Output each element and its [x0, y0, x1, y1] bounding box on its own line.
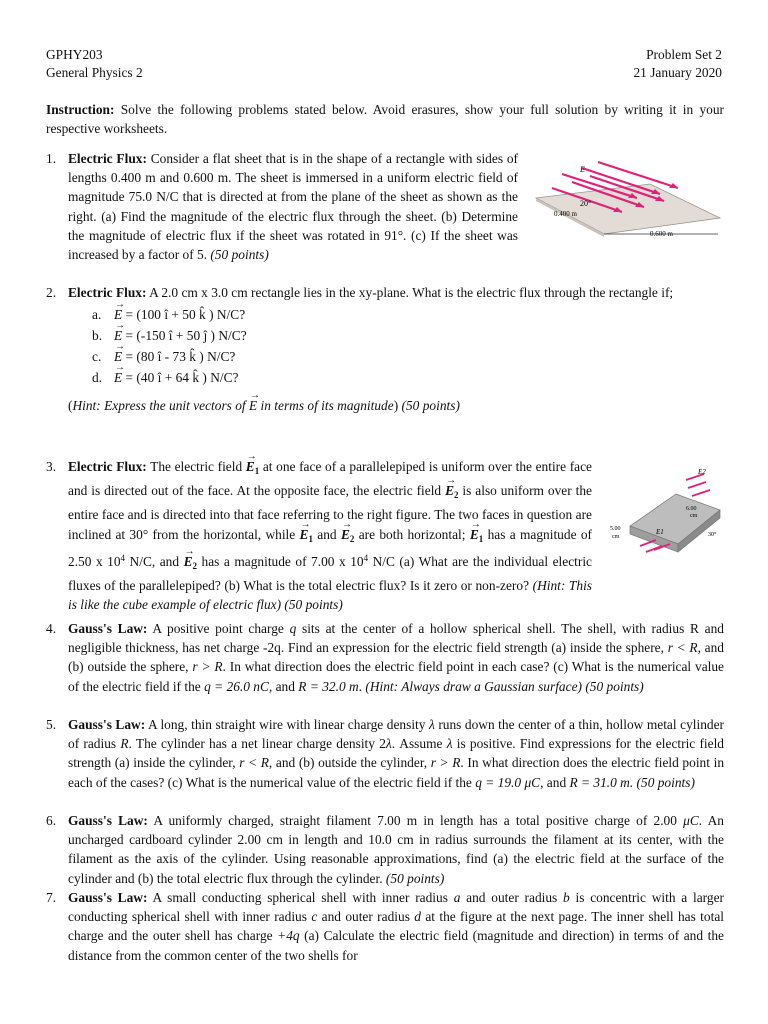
exponent: 4	[120, 552, 126, 563]
e-label: E	[580, 165, 585, 174]
problem-number: 6.	[46, 813, 57, 828]
problem-text: . The cylinder has a net linear charge density 2	[128, 736, 386, 752]
e2-label: E2	[698, 468, 706, 476]
e2-vector: → E	[445, 481, 454, 500]
math-symbol: λ	[428, 717, 435, 732]
math-condition: r > R	[430, 755, 461, 771]
angle-label: 30°	[708, 532, 717, 538]
math-symbol: c	[311, 909, 318, 925]
problem-title: Electric Flux:	[68, 285, 147, 300]
subscript: 2	[349, 533, 355, 544]
hint-line	[68, 396, 724, 415]
problem-title: Gauss's Law:	[68, 717, 146, 732]
item-letter: d.	[92, 370, 103, 386]
problem-text: , and (b) outside the cylinder,	[268, 755, 431, 771]
side2-label: 5.00	[610, 526, 621, 532]
problem-5	[46, 715, 725, 792]
hint-text: in terms of its magnitude	[257, 398, 394, 414]
problem-text: and	[543, 774, 570, 790]
problem-text: N/C, and	[125, 553, 184, 569]
list-item	[92, 304, 724, 325]
e-vector: → E	[114, 346, 122, 367]
math-symbol: λ	[385, 736, 392, 752]
problem-number: 2.	[46, 285, 57, 300]
problem-text: . Assume	[391, 736, 447, 752]
problem-text: at one face of a parallelepiped is uniform over the entire face and is directed out of the face. At the opposite face, the electric field	[68, 459, 592, 499]
problem-text: . In what direction does the electric field point in each case? (c) What is the numerical value of the electric field if the	[68, 659, 724, 694]
math-condition: r < R	[667, 640, 698, 656]
math-symbol: b	[563, 890, 570, 905]
side-b-label: 0.600 m	[650, 230, 673, 238]
hint-paren: (	[68, 398, 73, 414]
problem-3	[46, 457, 593, 614]
math-condition: r < R	[239, 755, 269, 771]
problem-7	[46, 888, 724, 965]
problem-text: and outer radius	[460, 890, 564, 905]
problem-2	[46, 283, 724, 415]
e-vector: → E	[114, 367, 122, 388]
math-value: R = 31.0 m. (50 points)	[569, 774, 695, 790]
e-vector: → E	[249, 396, 257, 415]
item-letter: a.	[92, 307, 102, 323]
item-expression: = (-150 î + 50 ĵ ) N/C?	[122, 328, 247, 344]
instruction-label: Instruction:	[46, 102, 115, 117]
item-expression: = (80 î - 73 k̂ ) N/C?	[122, 349, 236, 365]
item-letter: b.	[92, 328, 103, 344]
math-symbol: a	[453, 890, 461, 905]
math-symbol: d	[414, 909, 421, 925]
problem-text: at the figure at the next page. The inner shell has total charge and the outer shell has charge	[68, 909, 724, 944]
list-item	[92, 325, 724, 346]
problem-number: 3.	[46, 459, 57, 474]
problem-text: and	[272, 678, 299, 694]
instruction-text: Solve the following problems stated below. Avoid erasures, show your full solution by writing it in your respective worksheets.	[46, 102, 724, 136]
e1-label: E1	[656, 528, 664, 536]
field-line	[598, 162, 678, 188]
problem-text: Consider a flat sheet that is in the shape of a rectangle with sides of lengths 0.400 m and 0.600 m. The sheet is immersed in a uniform electric field of magnitude 75.0 N/C that is directed at from the plane of the sheet as shown as the right. (a) Find the magnitude of the electric flux through the sheet. (b) Determine the magnitude of electric flux if the sheet was rotated in 91°. (c) If the sheet was increased by a factor of 5.	[68, 151, 518, 263]
side2-unit: cm	[612, 534, 620, 540]
problem-6	[46, 811, 724, 888]
problem-text: .	[358, 678, 366, 694]
math-value: q = 26.0 nC,	[204, 678, 273, 694]
math-value: q = 19.0 μC,	[475, 774, 544, 790]
problem-number: 5.	[46, 717, 57, 732]
e2-arrow	[692, 490, 710, 496]
sub-question-list	[92, 304, 724, 388]
course-code: GPHY203	[46, 47, 103, 62]
subscript: 2	[454, 490, 459, 501]
problem-4	[46, 619, 725, 696]
side-a-label: 0.400 m	[554, 210, 577, 218]
problem-text: sits at the center of a hollow spherical shell. The shell, with radius R and negligible thickness, has net charge -2q. Find an expression for the electric field strength (a) inside the sphere,	[68, 621, 724, 656]
problem-text: runs down the center of a thin, hollow metal cylinder of radius	[68, 717, 724, 752]
problem-title: Electric Flux:	[68, 151, 147, 166]
problem-text: A 2.0 cm x 3.0 cm rectangle lies in the xy-plane. What is the electric flux through the rectangle if;	[146, 285, 674, 300]
math-condition: r > R	[192, 659, 223, 675]
problem-text: A positive point charge	[147, 621, 290, 636]
problem-number: 4.	[46, 621, 57, 636]
problem-number: 7.	[46, 890, 57, 905]
problem-number: 1.	[46, 151, 57, 166]
subscript: 1	[308, 533, 313, 544]
problem-hint: (Hint: This is like the cube example of electric flux) (50 points)	[68, 578, 592, 613]
problem-text: A uniformly charged, straight filament 7.00 m in length has a total positive charge of 2.00	[147, 813, 684, 828]
problem-text: is concentric with a larger conducting spherical shell with inner radius	[68, 890, 724, 925]
math-symbol: λ	[446, 736, 453, 752]
problem-text: and	[312, 526, 341, 542]
problem-text: A long, thin straight wire with linear charge density	[145, 717, 429, 732]
math-symbol: R	[120, 736, 129, 752]
side1-unit: cm	[690, 513, 698, 519]
e2-vector: → E	[184, 552, 193, 571]
problem-text: A small conducting spherical shell with inner radius	[147, 890, 454, 905]
course-name: General Physics 2	[46, 65, 143, 80]
problem-text: and outer radius	[317, 909, 415, 925]
subscript: 1	[478, 533, 484, 544]
e1-vector: → E	[246, 457, 255, 476]
list-item	[92, 346, 724, 367]
math-unit: μC	[683, 813, 699, 828]
problem-points: (50 points)	[210, 247, 269, 263]
problem-text: (a) Calculate the electric field (magnitude and direction) in terms of and the distance from the common center of the two shells for	[68, 928, 724, 963]
problem-hint: (Hint: Always draw a Gaussian surface) (50 points)	[365, 678, 644, 694]
problem-text: . An uncharged cardboard cylinder 2.00 cm in length and 10.0 cm in radius surrounds the filament at its center, with the filament as the axis of the cylinder. Using reasonable approximations, find (a) the electric field at the surface of the cylinder and (b) the total electric flux through the cylinder.	[68, 813, 724, 886]
e1-arrow	[646, 546, 662, 552]
hint-paren: )	[393, 398, 402, 414]
problem-text: has a magnitude of 7.00 x 10	[197, 553, 364, 569]
problem-title: Electric Flux:	[68, 459, 147, 474]
problem-points: (50 points)	[385, 870, 445, 886]
date: 21 January 2020	[633, 65, 722, 80]
e1-vector: → E	[300, 525, 309, 544]
e2-arrow	[688, 482, 706, 488]
item-expression: = (100 î + 50 k̂ ) N/C?	[122, 307, 246, 323]
side1-label: 6.00	[686, 506, 697, 512]
subscript: 1	[254, 466, 260, 476]
problem-text: The electric field	[146, 459, 246, 474]
problem-title: Gauss's Law:	[68, 621, 148, 636]
problem-points: (50 points)	[401, 398, 460, 414]
e1-vector: → E	[470, 525, 479, 544]
flat-sheet-figure	[532, 160, 724, 240]
problem-text: N/C (a) What are the individual electric fluxes of the parallelepiped? (b) What is the total electric flux? Is it zero or non-zero?	[68, 553, 593, 594]
hint-text: Hint: Express the unit vectors of	[72, 398, 249, 414]
item-letter: c.	[92, 349, 102, 365]
problem-1	[46, 149, 518, 264]
problem-text: has a magnitude of 2.50 x 10	[68, 526, 592, 569]
problem-title: Gauss's Law:	[68, 890, 148, 905]
problem-text: is positive. Find expressions for the electric field strength (a) inside the cylinder,	[68, 736, 725, 771]
problem-text: , and (b) outside the sphere,	[68, 640, 725, 675]
angle-label: 20°	[580, 199, 592, 208]
e-vector: → E	[114, 325, 122, 346]
problem-set-title: Problem Set 2	[646, 47, 722, 62]
subscript: 2	[192, 560, 198, 571]
item-expression: = (40 î + 64 k̂ ) N/C?	[122, 370, 239, 386]
problem-text: is also uniform over the entire face and is directed into that face referring to the right figure. The two faces in question are inclined at 30° from the horizontal, while	[68, 483, 592, 542]
problem-text: . In what direction does the electric field point in each of the cases? (c) What is the numerical value of the electric field if the	[68, 755, 725, 790]
math-symbol: q	[289, 621, 297, 636]
exponent: 4	[363, 552, 369, 563]
e-vector: → E	[114, 304, 122, 325]
e2-vector: → E	[341, 525, 350, 544]
math-value: R = 32.0 m	[298, 678, 359, 694]
instruction	[46, 100, 724, 138]
problem-title: Gauss's Law:	[68, 813, 148, 828]
list-item	[92, 367, 724, 388]
math-value: +4q	[277, 928, 300, 944]
problem-text: are both horizontal;	[354, 526, 470, 542]
parallelepiped-figure	[608, 466, 726, 556]
